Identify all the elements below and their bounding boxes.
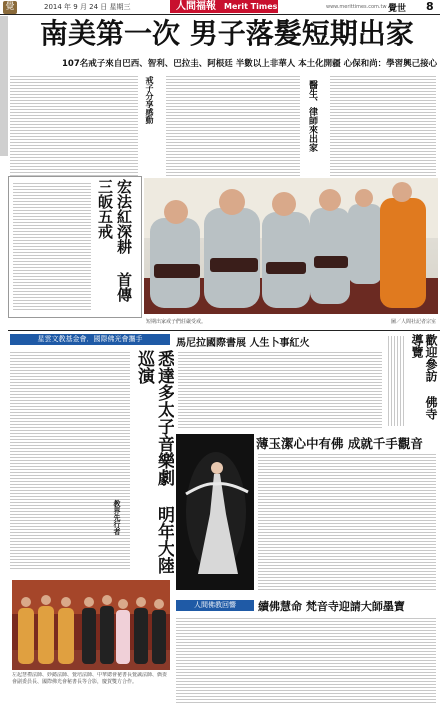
column-block bbox=[8, 176, 142, 318]
lead-col-heading-text: 戒子分享感動 bbox=[145, 76, 154, 124]
story3-headline: 馬尼拉國際書展 人生卜事紅火 bbox=[176, 338, 310, 349]
paper-name-plate bbox=[170, 0, 278, 13]
lead-body-left bbox=[10, 74, 138, 176]
paper-name-en: Merit Times bbox=[224, 2, 278, 11]
lead-headline: 南美第一次 男子落髮短期出家 bbox=[40, 17, 414, 50]
group-photo-caption bbox=[12, 672, 170, 702]
story2-caption: 左起慧禮法師、妙懿法師、覺培法師、中華總會祕書長覺誠法師、僑委會副委員長、國際佛光會秘書長等合影，慶賀雙方合作。 bbox=[12, 672, 168, 685]
column-body bbox=[13, 181, 91, 311]
lead-body-right bbox=[330, 74, 436, 176]
masthead bbox=[0, 0, 440, 14]
story2-headline bbox=[134, 350, 174, 578]
column-title bbox=[95, 179, 137, 313]
lead-side-heading bbox=[306, 80, 326, 170]
group-photo bbox=[12, 580, 170, 670]
logo-glyph: 覺 bbox=[5, 2, 15, 12]
lead-col-heading bbox=[144, 76, 162, 146]
story5-headline: 薄玉潔心中有佛 成就千手觀音 bbox=[256, 436, 423, 451]
story6-tag bbox=[176, 600, 254, 611]
story6-body bbox=[176, 616, 436, 704]
lead-subhead: 107名戒子來自巴西、智利、巴拉圭、阿根廷 半數以上非華人 本土化開疆 心保和尚：學習興己接心 bbox=[62, 59, 438, 69]
lead-photo-caption bbox=[146, 318, 436, 328]
site-url: www.merittimes.com.tw bbox=[326, 4, 387, 10]
story4-headline bbox=[410, 334, 438, 434]
lead-photo bbox=[144, 178, 438, 314]
lead-photo-credit: 圖／人間社記者宗室 bbox=[390, 319, 436, 325]
dancer-illustration bbox=[176, 434, 254, 590]
lead-side-heading-text: 醫生、律師來出家 bbox=[307, 80, 317, 152]
column-title-text: 宏法紅深耕 首傳三皈五戒 bbox=[96, 179, 133, 302]
story2-banner-text: 星雲文教基金會．國際佛光會攜手 bbox=[37, 335, 143, 343]
logo-badge bbox=[3, 1, 17, 14]
story5-body bbox=[258, 452, 436, 590]
masthead-rule bbox=[0, 14, 440, 15]
lead-body-mid bbox=[166, 74, 300, 176]
left-edge-strip bbox=[0, 16, 8, 156]
mid-rule bbox=[8, 330, 440, 331]
story4-body bbox=[386, 336, 406, 426]
dancer-photo bbox=[176, 434, 254, 590]
story2-label-text: 教界先行者 bbox=[113, 500, 121, 535]
lead-caption-text: 短期出家戒子們莊嚴受戒。 bbox=[146, 319, 207, 325]
group-photo-illustration bbox=[12, 580, 170, 670]
issue-date: 2014 年 9 月 24 日 星期三 bbox=[44, 3, 131, 11]
section-name: 覺世 bbox=[388, 4, 407, 14]
story3-body bbox=[178, 350, 382, 428]
story2-label bbox=[112, 500, 126, 560]
story4-headline-text: 歡迎參訪 佛寺 導覽 bbox=[410, 334, 438, 420]
story2-headline-text: 悉達多太子音樂劇 明年大陸巡演 bbox=[134, 350, 174, 574]
paper-name: 人間福報 bbox=[176, 1, 216, 12]
story2-banner bbox=[10, 334, 170, 345]
story6-tag-text: 人間佛教回響 bbox=[194, 601, 236, 609]
monks-photo-illustration bbox=[144, 178, 438, 314]
story6-headline: 續佛慧命 梵音寺迎請大師墨寶 bbox=[258, 600, 405, 613]
page-number: 8 bbox=[426, 0, 434, 13]
